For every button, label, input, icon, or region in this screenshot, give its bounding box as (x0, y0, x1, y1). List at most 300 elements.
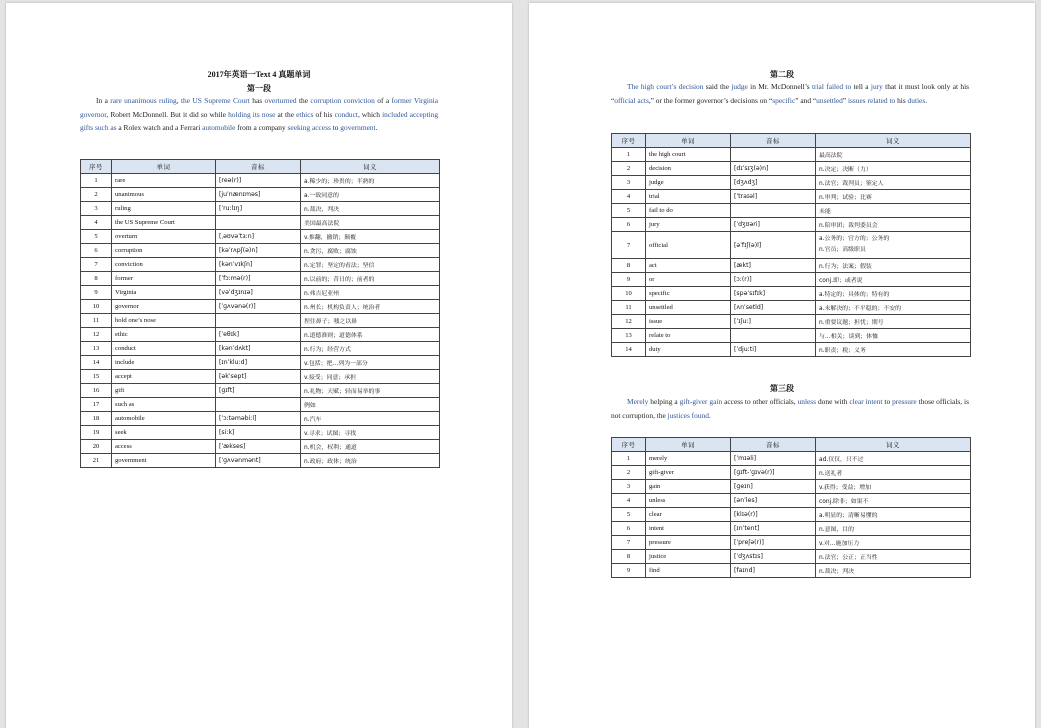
row-word: overturn (112, 230, 216, 244)
row-number: 8 (81, 272, 112, 286)
row-number: 5 (81, 230, 112, 244)
document-page-1 (6, 3, 512, 728)
table-row (612, 522, 971, 536)
row-phonetic: [faɪnd] (731, 564, 816, 578)
row-meaning: n.送礼者 (816, 466, 971, 480)
row-word: hold one’s nose (112, 314, 216, 328)
table-row (81, 258, 440, 272)
row-number: 4 (612, 190, 646, 204)
highlighted-term: gift-giver gain (679, 397, 723, 406)
row-number: 12 (81, 328, 112, 342)
row-word: ethic (112, 328, 216, 342)
row-number: 5 (612, 204, 646, 218)
highlighted-term: official acts (614, 95, 649, 105)
row-phonetic: [ˈɪʃuː] (731, 315, 816, 329)
table-row (81, 440, 440, 454)
row-word: justice (646, 550, 731, 564)
paragraph-text: access to other officials, (722, 397, 798, 406)
row-word: decision (646, 162, 731, 176)
table-row (81, 188, 440, 202)
header-num: 序号 (81, 160, 112, 174)
header-word: 单词 (646, 134, 731, 148)
table-header-row (81, 160, 440, 174)
row-word: ruling (112, 202, 216, 216)
row-meaning: v.接受；同意；承担 (301, 370, 440, 384)
row-phonetic: [ˈɡʌvənə(r)] (216, 300, 301, 314)
row-meaning: n.政府；政体；统治 (301, 454, 440, 468)
row-phonetic: [ˈmɪəli] (731, 452, 816, 466)
row-number: 13 (612, 329, 646, 343)
vocab-table-1 (80, 159, 440, 468)
table-row (81, 314, 440, 328)
row-number: 8 (612, 259, 646, 273)
paragraph-text: . (708, 410, 711, 420)
table-row (81, 300, 440, 314)
row-phonetic (731, 148, 816, 162)
row-word: judge (646, 176, 731, 190)
row-phonetic: [dʒʌdʒ] (731, 176, 816, 190)
table-row (81, 230, 440, 244)
row-phonetic: [ˈdʒʊəri] (731, 218, 816, 232)
row-number: 7 (612, 536, 646, 550)
paragraph-text: . (925, 95, 928, 105)
paragraph-text: at the (275, 109, 297, 119)
row-phonetic (731, 329, 816, 343)
table-row (612, 148, 971, 162)
row-meaning: n.汽车 (301, 412, 440, 426)
row-number: 16 (81, 384, 112, 398)
row-word: or (646, 273, 731, 287)
row-number: 1 (81, 174, 112, 188)
row-meaning: 未能 (816, 204, 971, 218)
row-number: 15 (81, 370, 112, 384)
section-title-3: 第三段 (770, 384, 794, 393)
row-meaning: n.弗吉尼亚州 (301, 286, 440, 300)
row-word: gift-giver (646, 466, 731, 480)
row-number: 5 (612, 508, 646, 522)
row-meaning: 例如 (301, 398, 440, 412)
row-word: official (646, 232, 731, 259)
paragraph-text: ,” or the former governor’s decisions on “ (648, 95, 773, 105)
table-row (81, 398, 440, 412)
row-number: 19 (81, 426, 112, 440)
row-number: 10 (81, 300, 112, 314)
row-meaning: n.机会，权利；通道 (301, 440, 440, 454)
row-meaning: 捏住鼻子；嗤之以鼻 (301, 314, 440, 328)
row-word: unanimous (112, 188, 216, 202)
row-phonetic: [ˈɔːtəməbiːl] (216, 412, 301, 426)
row-meaning: n.决定；决断（力） (816, 162, 971, 176)
row-meaning: 最高法院 (816, 148, 971, 162)
row-phonetic: [ɔː(r)] (731, 273, 816, 287)
row-number: 1 (612, 148, 646, 162)
paragraph-text: in Mr. McDonnell’s (747, 82, 812, 91)
table-row (81, 370, 440, 384)
row-word: specific (646, 287, 731, 301)
highlighted-term: ethics (296, 109, 314, 119)
table-row (81, 272, 440, 286)
row-word: such as (112, 398, 216, 412)
row-number: 10 (612, 287, 646, 301)
row-meaning: a.稀少的；珍贵的；半熟的 (301, 174, 440, 188)
row-number: 18 (81, 412, 112, 426)
row-number: 3 (81, 202, 112, 216)
row-meaning: n.裁决；判决 (816, 564, 971, 578)
paragraph-text: , (176, 96, 181, 105)
row-word: automobile (112, 412, 216, 426)
row-meaning: n.行为；法案；假装 (816, 259, 971, 273)
vocab-table-3 (611, 437, 971, 578)
table-row (81, 356, 440, 370)
table-row (612, 190, 971, 204)
row-number: 6 (81, 244, 112, 258)
highlighted-term: justices found (667, 410, 709, 420)
row-number: 9 (612, 564, 646, 578)
table-row (612, 564, 971, 578)
row-number: 7 (612, 232, 646, 259)
table-row (612, 550, 971, 564)
row-number: 7 (81, 258, 112, 272)
highlighted-term: unsettled (816, 95, 843, 105)
table-row (612, 494, 971, 508)
table-row (612, 536, 971, 550)
highlighted-term: pressure (892, 397, 917, 406)
row-phonetic: [ˈdjuːti] (731, 343, 816, 357)
table-row (81, 244, 440, 258)
table-row (612, 466, 971, 480)
table-row (81, 426, 440, 440)
row-phonetic: [ɡɪft-ˈɡɪvə(r)] (731, 466, 816, 480)
table-row (612, 343, 971, 357)
row-meaning: n.贪污，腐败；腐蚀 (301, 244, 440, 258)
row-number: 6 (612, 218, 646, 232)
header-ipa: 音标 (731, 134, 816, 148)
row-number: 3 (612, 176, 646, 190)
paragraph-text: those officials, is not corruption, the (611, 397, 969, 420)
row-meaning: v.寻求；试图；寻找 (301, 426, 440, 440)
header-ipa: 音标 (216, 160, 301, 174)
row-phonetic: [kəˈrʌpʃ(ə)n] (216, 244, 301, 258)
highlighted-term: corruption conviction (310, 96, 375, 105)
row-meaning (816, 232, 971, 259)
section-paragraph-2 (611, 80, 969, 107)
row-phonetic: [ˈruːlɪŋ] (216, 202, 301, 216)
paragraph-text: , which (357, 109, 383, 119)
row-number: 8 (612, 550, 646, 564)
highlighted-term: issues related to (848, 95, 896, 105)
row-phonetic: [ˈtraɪəl] (731, 190, 816, 204)
row-meaning: n.道德准则；道德体系 (301, 328, 440, 342)
header-meaning: 词义 (816, 134, 971, 148)
row-word: jury (646, 218, 731, 232)
table-row (612, 273, 971, 287)
highlighted-term: jury (870, 82, 883, 91)
row-phonetic: [reə(r)] (216, 174, 301, 188)
paragraph-text: tell a (851, 82, 871, 91)
table-row (612, 176, 971, 190)
paragraph-text: of his (313, 109, 335, 119)
table-row (81, 454, 440, 468)
row-meaning: v.获得；受益；增加 (816, 480, 971, 494)
row-number: 1 (612, 452, 646, 466)
highlighted-term: unless (797, 397, 817, 406)
row-meaning: a.一致同意的 (301, 188, 440, 202)
row-word: the US Supreme Court (112, 216, 216, 230)
row-number: 14 (81, 356, 112, 370)
table-row (81, 216, 440, 230)
row-word: issue (646, 315, 731, 329)
row-phonetic: [kənˈvɪkʃn] (216, 258, 301, 272)
header-word: 单词 (112, 160, 216, 174)
row-phonetic: [ʌnˈsetld] (731, 301, 816, 315)
row-phonetic: [ækt] (731, 259, 816, 273)
row-meaning: n.裁决，判决 (301, 202, 440, 216)
row-meaning-line: a.公务的；官方的；公务的 (819, 236, 890, 242)
row-meaning: v.对…施加压力 (816, 536, 971, 550)
highlighted-term: holding its nose (228, 109, 276, 119)
header-word: 单词 (646, 438, 731, 452)
highlighted-term: rare unanimous ruling (110, 96, 177, 105)
row-word: include (112, 356, 216, 370)
row-word: duty (646, 343, 731, 357)
paragraph-text: ” and “ (795, 95, 817, 105)
highlighted-term: former Virginia governor (80, 96, 438, 119)
row-word: unsettled (646, 301, 731, 315)
row-phonetic: [spəˈsɪfɪk] (731, 287, 816, 301)
table-row (612, 218, 971, 232)
highlighted-term: the US Supreme Court (180, 96, 250, 105)
paragraph-text: said the (703, 82, 732, 91)
table-row (81, 286, 440, 300)
paragraph-text: done with (816, 397, 850, 406)
row-phonetic: [ˈɡʌvənmənt] (216, 454, 301, 468)
highlighted-term: Merely (627, 397, 649, 406)
row-meaning-line: n.官员；高级职员 (819, 247, 866, 253)
section-title-1: 第一段 (247, 84, 271, 93)
highlighted-term: conduct (334, 109, 358, 119)
table-row (81, 174, 440, 188)
row-number: 3 (612, 480, 646, 494)
header-ipa: 音标 (731, 438, 816, 452)
paragraph-text: that it must look only at his “ (611, 82, 970, 105)
header-meaning: 词义 (301, 160, 440, 174)
paragraph-text: . (375, 123, 378, 133)
header-num: 序号 (612, 134, 646, 148)
section-title-2: 第二段 (770, 70, 794, 79)
row-meaning: n.礼物；天赋；轻而易举的事 (301, 384, 440, 398)
table-row (612, 162, 971, 176)
document-title: 2017年英语一Text 4 真题单词 (207, 70, 311, 79)
row-phonetic: [ɪnˈtent] (731, 522, 816, 536)
row-word: relate to (646, 329, 731, 343)
row-number: 12 (612, 315, 646, 329)
row-meaning: 美国最高法院 (301, 216, 440, 230)
row-number: 9 (81, 286, 112, 300)
row-meaning: ad.仅仅，只不过 (816, 452, 971, 466)
row-word: Virginia (112, 286, 216, 300)
row-number: 9 (612, 273, 646, 287)
row-meaning: n.以前的；昔日的；前者的 (301, 272, 440, 286)
paragraph-text: helping a (648, 397, 680, 406)
highlighted-term: clear intent (849, 397, 883, 406)
row-meaning: conj.除非；如果不 (816, 494, 971, 508)
row-word: rare (112, 174, 216, 188)
table-row (81, 202, 440, 216)
highlighted-term: included accepting gifts such as (80, 109, 439, 133)
row-word: fail to do (646, 204, 731, 218)
row-word: clear (646, 508, 731, 522)
table-row (81, 328, 440, 342)
row-meaning: v.包括；把…列为一部分 (301, 356, 440, 370)
row-number: 6 (612, 522, 646, 536)
header-num: 序号 (612, 438, 646, 452)
paragraph-text: has (249, 96, 265, 105)
row-phonetic: [ɡɪft] (216, 384, 301, 398)
row-meaning: a.特定的；具体的；特有的 (816, 287, 971, 301)
row-phonetic: [əˈfɪʃ(ə)l] (731, 232, 816, 259)
row-phonetic: [ˈækses] (216, 440, 301, 454)
row-meaning: n.意图，目的 (816, 522, 971, 536)
row-meaning: n.职责；税；义务 (816, 343, 971, 357)
row-word: intent (646, 522, 731, 536)
vocab-table-2 (611, 133, 971, 357)
paragraph-text: , Robert McDonnell. But it did so while (106, 109, 229, 119)
row-meaning: n.重要议题；担忧；期号 (816, 315, 971, 329)
row-word: seek (112, 426, 216, 440)
row-phonetic: [siːk] (216, 426, 301, 440)
paragraph-text: his (895, 95, 908, 105)
table-row (612, 480, 971, 494)
row-word: trial (646, 190, 731, 204)
row-word: pressure (646, 536, 731, 550)
row-meaning: n.州长；机构负责人；统治者 (301, 300, 440, 314)
row-phonetic: [juˈnænɪməs] (216, 188, 301, 202)
row-phonetic: [klɪə(r)] (731, 508, 816, 522)
row-phonetic: [kənˈdʌkt] (216, 342, 301, 356)
row-number: 11 (612, 301, 646, 315)
row-phonetic: [ˈdʒʌstɪs] (731, 550, 816, 564)
row-meaning: a.明显的；清晰易懂的 (816, 508, 971, 522)
row-phonetic: [ˈfɔːmə(r)] (216, 272, 301, 286)
row-number: 21 (81, 454, 112, 468)
document-page-2 (529, 3, 1035, 728)
row-word: conduct (112, 342, 216, 356)
header-meaning: 词义 (816, 438, 971, 452)
row-word: the high court (646, 148, 731, 162)
table-row (612, 259, 971, 273)
row-number: 2 (612, 162, 646, 176)
paragraph-text: to (330, 123, 341, 133)
table-row (612, 204, 971, 218)
table-row (81, 342, 440, 356)
paragraph-text: the (296, 96, 311, 105)
row-meaning: n.陪审团；裁判委员会 (816, 218, 971, 232)
row-phonetic: [dɪˈsɪʒ(ə)n] (731, 162, 816, 176)
row-word: access (112, 440, 216, 454)
paragraph-text: In a (96, 96, 111, 105)
table-row (612, 329, 971, 343)
section-paragraph-1 (80, 94, 438, 135)
row-word: gain (646, 480, 731, 494)
row-word: act (646, 259, 731, 273)
row-phonetic (216, 314, 301, 328)
table-row (612, 315, 971, 329)
paragraph-text: a Rolex watch and a Ferrari (116, 123, 203, 133)
table-row (612, 452, 971, 466)
paragraph-text: ” (842, 95, 848, 105)
row-meaning: conj.即；或者说 (816, 273, 971, 287)
highlighted-term: duties (907, 95, 926, 105)
row-meaning: v.推翻，撤销；颠覆 (301, 230, 440, 244)
highlighted-term: government (340, 123, 376, 133)
row-number: 20 (81, 440, 112, 454)
table-row (612, 287, 971, 301)
row-word: find (646, 564, 731, 578)
row-number: 14 (612, 343, 646, 357)
table-row (612, 232, 971, 259)
row-word: unless (646, 494, 731, 508)
row-word: conviction (112, 258, 216, 272)
row-meaning: n.法官；公正；正当性 (816, 550, 971, 564)
row-word: accept (112, 370, 216, 384)
row-word: merely (646, 452, 731, 466)
row-phonetic: [əkˈsept] (216, 370, 301, 384)
row-word: corruption (112, 244, 216, 258)
table-header-row (612, 438, 971, 452)
paragraph-text: of a (374, 96, 392, 105)
highlighted-term: automobile (202, 123, 236, 133)
row-phonetic (216, 398, 301, 412)
row-number: 2 (612, 466, 646, 480)
row-word: government (112, 454, 216, 468)
row-meaning: 与…相关；谈到；体恤 (816, 329, 971, 343)
row-word: gift (112, 384, 216, 398)
row-phonetic: [vəˈdʒɪnɪə] (216, 286, 301, 300)
highlighted-term: specific (772, 95, 796, 105)
row-number: 4 (81, 216, 112, 230)
table-header-row (612, 134, 971, 148)
row-phonetic: [ənˈles] (731, 494, 816, 508)
row-phonetic: [ɪnˈkluːd] (216, 356, 301, 370)
row-meaning: a.未解决的；不平稳的；不安的 (816, 301, 971, 315)
highlighted-term: overturned (264, 96, 297, 105)
row-phonetic (216, 216, 301, 230)
table-row (81, 412, 440, 426)
paragraph-text: to (882, 397, 893, 406)
highlighted-term: judge (731, 82, 748, 91)
row-meaning: n.审判；试验；比赛 (816, 190, 971, 204)
highlighted-term: seeking access (287, 123, 331, 133)
table-row (81, 384, 440, 398)
highlighted-term: The high court’s decision (627, 82, 704, 91)
row-meaning: n.定罪；坚定的看法；坚信 (301, 258, 440, 272)
section-paragraph-3 (611, 395, 969, 422)
row-number: 17 (81, 398, 112, 412)
row-number: 2 (81, 188, 112, 202)
row-number: 4 (612, 494, 646, 508)
row-meaning: n.法官；裁判员；鉴定人 (816, 176, 971, 190)
row-word: governor (112, 300, 216, 314)
highlighted-term: trial failed to (811, 82, 852, 91)
row-phonetic: [ˌəʊvəˈtɜːn] (216, 230, 301, 244)
row-number: 13 (81, 342, 112, 356)
row-meaning: n.行为；经营方式 (301, 342, 440, 356)
row-phonetic: [ˈeθɪk] (216, 328, 301, 342)
table-row (612, 301, 971, 315)
row-number: 11 (81, 314, 112, 328)
row-phonetic: [ˈpreʃə(r)] (731, 536, 816, 550)
paragraph-text: from a company (235, 123, 288, 133)
